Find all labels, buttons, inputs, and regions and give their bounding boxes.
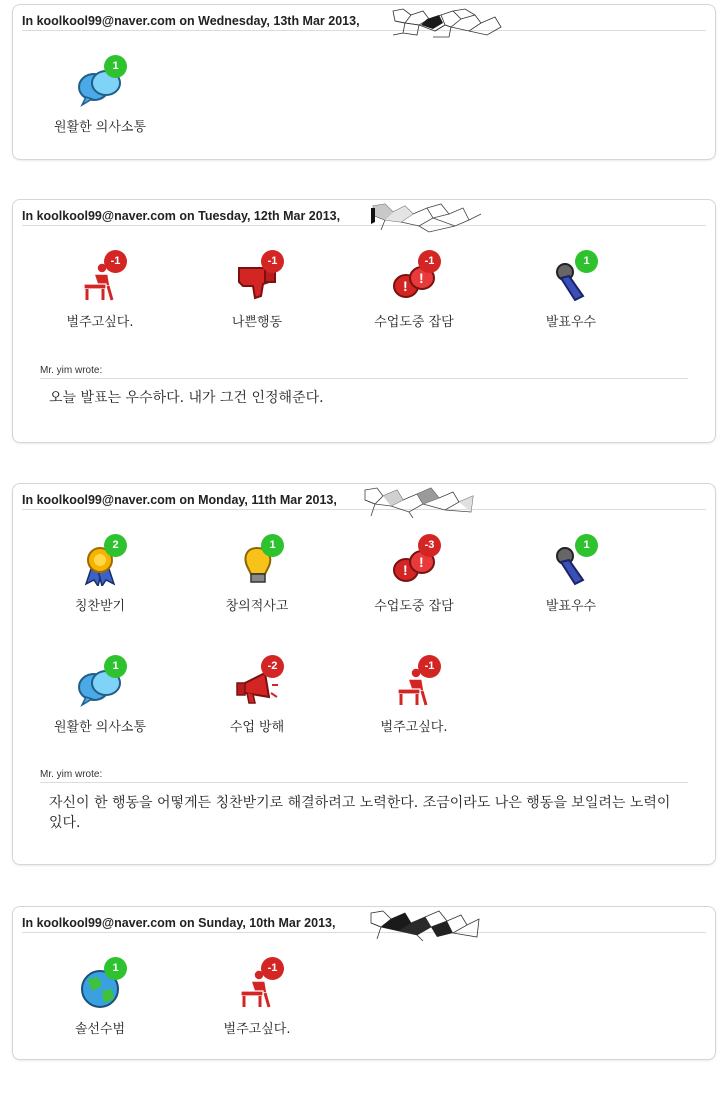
award-label: 수업 방해 [229, 720, 285, 735]
award-count-badge: 1 [104, 655, 127, 678]
award-label: 벌주고싶다. [66, 315, 134, 330]
post-header-text: In koolkool99@naver.com on Wednesday, 13th Mar 2013, [22, 14, 360, 28]
award-item[interactable] [339, 250, 489, 330]
award-item[interactable] [25, 55, 175, 135]
divider [22, 225, 706, 226]
award-count-badge: 1 [104, 55, 127, 78]
mosaic-pattern [371, 202, 483, 234]
award-count-badge: 1 [575, 534, 598, 557]
award-label: 벌주고싶다. [223, 1022, 291, 1037]
comment-text: 자신이 한 행동을 어떻게든 칭찬받기로 해결하려고 노력한다. 조금이라도 나은 행동을 보일려는 노력이 있다. [49, 795, 671, 831]
mosaic-pattern [369, 909, 481, 941]
award-label: 수업도중 잡담 [374, 599, 454, 614]
award-count-badge: -1 [261, 250, 284, 273]
mosaic-pattern [363, 486, 475, 518]
award-label: 원활한 의사소통 [53, 120, 147, 135]
award-item[interactable] [339, 655, 489, 735]
post-header [13, 200, 715, 234]
award-label: 솔선수범 [74, 1022, 126, 1037]
mosaic-pattern [391, 7, 503, 39]
award-label: 발표우수 [545, 599, 597, 614]
award-count-badge: -1 [261, 957, 284, 980]
award-count-badge: 2 [104, 534, 127, 557]
award-label: 벌주고싶다. [380, 720, 448, 735]
award-count-badge: -3 [418, 534, 441, 557]
award-count-badge: 1 [261, 534, 284, 557]
award-label: 창의적사고 [225, 599, 289, 614]
post-header [13, 907, 715, 941]
comment-author: Mr. yim wrote: [40, 365, 103, 376]
post-card [12, 199, 716, 443]
comment-author: Mr. yim wrote: [40, 769, 103, 780]
award-item[interactable] [339, 534, 489, 614]
award-count-badge: -1 [418, 250, 441, 273]
award-count-badge: -2 [261, 655, 284, 678]
award-label: 발표우수 [545, 315, 597, 330]
award-item[interactable] [25, 957, 175, 1037]
post-header-text: In koolkool99@naver.com on Sunday, 10th Mar 2013, [22, 916, 336, 930]
post-header-text: In koolkool99@naver.com on Monday, 11th Mar 2013, [22, 493, 337, 507]
award-item[interactable] [25, 250, 175, 330]
award-label: 수업도중 잡담 [374, 315, 454, 330]
post-card [12, 4, 716, 160]
svg-text:!: ! [403, 562, 408, 578]
award-label: 칭찬받기 [74, 599, 126, 614]
award-count-badge: 1 [104, 957, 127, 980]
divider [22, 932, 706, 933]
comment-text: 오늘 발표는 우수하다. 내가 그건 인정해준다. [49, 390, 324, 406]
post-header [13, 484, 715, 518]
award-item[interactable] [496, 534, 646, 614]
award-item[interactable] [25, 655, 175, 735]
post-header-text: In koolkool99@naver.com on Tuesday, 12th Mar 2013, [22, 209, 341, 223]
divider [22, 30, 706, 31]
divider [40, 378, 688, 379]
post-header [13, 5, 715, 39]
award-item[interactable] [182, 534, 332, 614]
award-item[interactable] [496, 250, 646, 330]
award-count-badge: 1 [575, 250, 598, 273]
post-card [12, 483, 716, 865]
award-count-badge: -1 [104, 250, 127, 273]
award-label: 나쁜행동 [231, 315, 283, 330]
divider [40, 782, 688, 783]
award-item[interactable] [182, 655, 332, 735]
award-item[interactable] [182, 250, 332, 330]
svg-text:!: ! [419, 270, 424, 286]
svg-text:!: ! [403, 278, 408, 294]
award-item[interactable] [25, 534, 175, 614]
award-label: 원활한 의사소통 [53, 720, 147, 735]
award-item[interactable] [182, 957, 332, 1037]
award-count-badge: -1 [418, 655, 441, 678]
post-card [12, 906, 716, 1060]
svg-text:!: ! [419, 554, 424, 570]
